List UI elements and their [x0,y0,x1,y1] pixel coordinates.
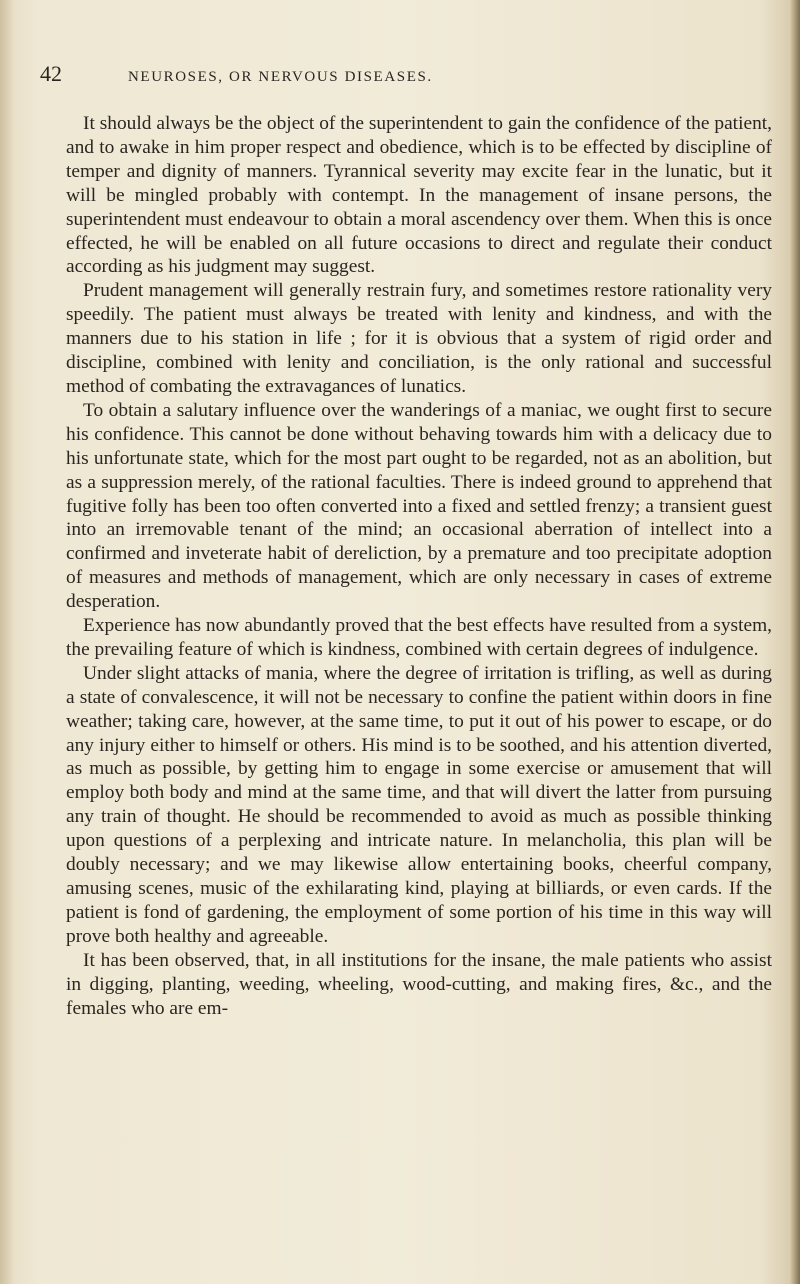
paragraph: To obtain a salutary influence over the wanderings of a maniac, we ought first to secure his confidence. This cannot be done without behaving towards him with a delicacy due to his unfortunate state, which for the most part ought to be regarded, not as an abolition, but as a suppression merely, of the rational faculties. There is indeed ground to apprehend that fugitive folly has been too often converted into a fixed and settled frenzy; a transient guest into an irremovable tenant of the mind; an occasional aberration of intellect into a confirmed and inveterate habit of dereliction, by a premature and too precipitate adoption of measures and methods of management, which are only necessary in cases of extreme desperation. [66,399,772,613]
page-header [40,62,780,86]
paragraph: Experience has now abundantly proved that the best effects have resulted from a system, the prevailing feature of which is kindness, combined with certain degrees of indulgence. [66,615,772,660]
paragraph: Under slight attacks of mania, where the degree of irritation is trifling, as well as during a state of convalescence, it will not be necessary to confine the patient within doors in fine weather; taking care, however, at the same time, to put it out of his power to escape, or do any injury either to himself or others. His mind is to be soothed, and his attention diverted, as much as possible, by getting him to engage in some exercise or amusement that will employ both body and mind at the same time, and that will divert the latter from pursuing any train of thought. He should be recommended to avoid as much as possible thinking upon questions of a perplexing and intricate nature. In melancholia, this plan will be doubly necessary; and we may likewise allow entertaining books, cheerful company, amusing scenes, music of the exhilarating kind, playing at billiards, or even cards. If the patient is fond of gardening, the employment of some portion of his time in this way will prove both healthy and agreeable. [66,662,772,947]
paragraph: It has been observed, that, in all institutions for the insane, the male patients who assist in digging, planting, weeding, wheeling, wood-cutting, and making fires, &c., and the females who are em- [66,949,772,1019]
page-right-edge [790,0,800,1284]
body-text [66,112,772,1020]
paragraph: It should always be the object of the superintendent to gain the confidence of the patient, and to awake in him proper respect and obedience, which is to be effected by discipline of temper and dignity of manners. Tyrannical severity may excite fear in the lunatic, but it will be mingled probably with contempt. In the management of insane persons, the superintendent must endeavour to obtain a moral ascendency over them. When this is once effected, he will be enabled on all future occasions to direct and regulate their conduct according as his judgment may suggest. [66,113,772,278]
running-head: NEUROSES, OR NERVOUS DISEASES. [128,69,433,85]
paragraph: Prudent management will generally restrain fury, and sometimes restore rationality very speedily. The patient must always be treated with lenity and kindness, and with the manners due to his station in life ; for it is obvious that a system of rigid order and discipline, combined with lenity and conciliation, is the only rational and successful method of combating the extravagances of lunatics. [66,280,772,397]
page-gutter-edge [0,0,14,1284]
page-number: 42 [40,61,62,86]
